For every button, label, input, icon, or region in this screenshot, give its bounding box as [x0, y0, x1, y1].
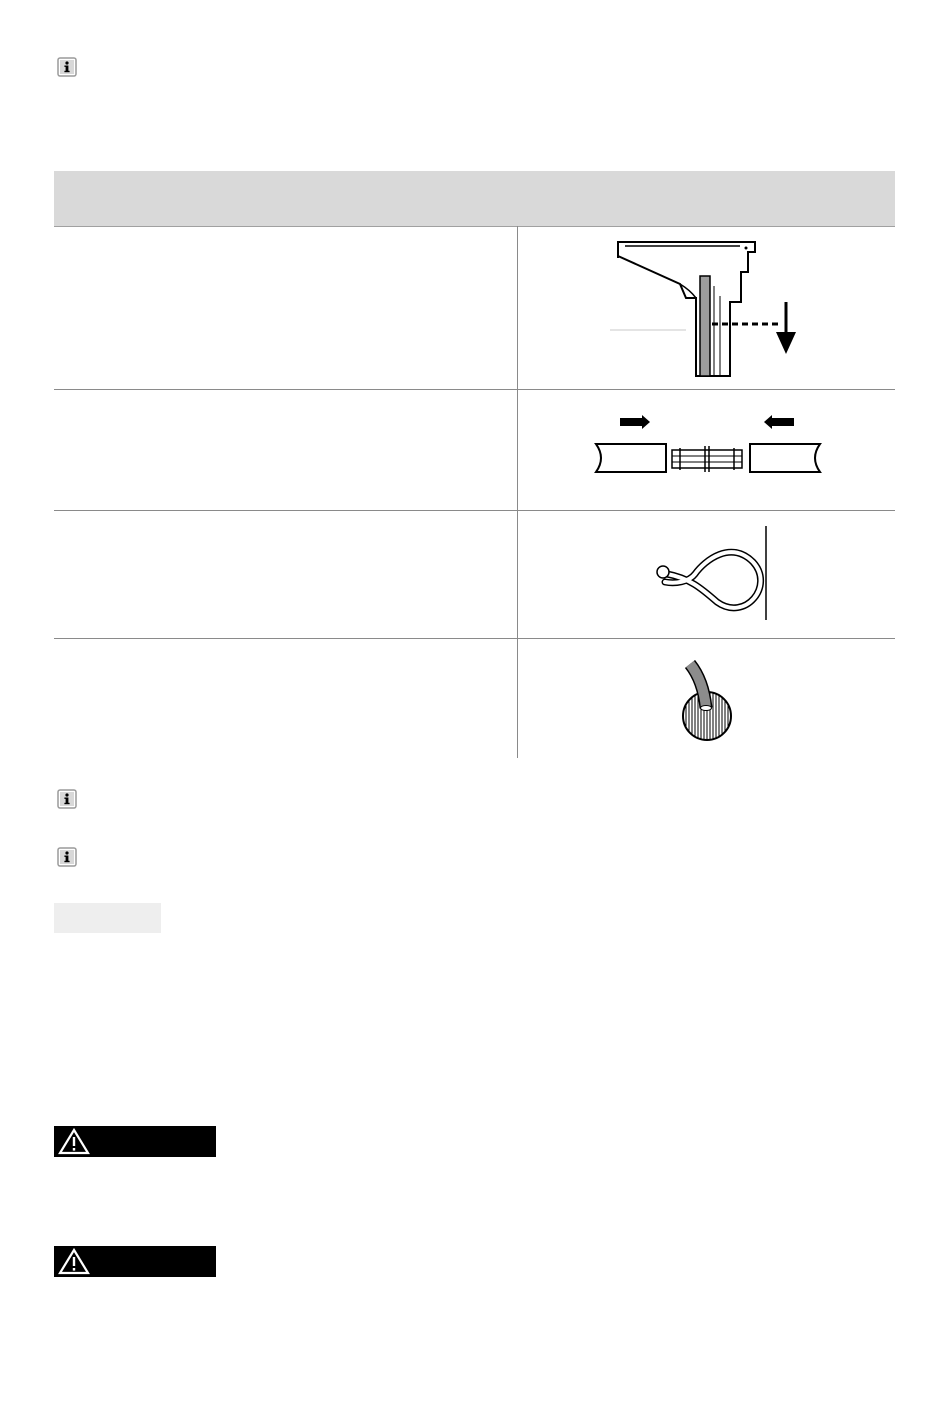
table-row-divider: [54, 638, 895, 639]
coiled-hose-diagram: [645, 526, 775, 627]
warning-banner: [54, 1126, 216, 1157]
info-icon: [57, 847, 77, 867]
drain-pump-filter-diagram: [600, 236, 810, 389]
section-label: [54, 903, 161, 933]
info-icon: [57, 57, 77, 77]
warning-triangle-icon: [58, 1248, 90, 1275]
info-icon: [57, 789, 77, 809]
warning-banner: [54, 1246, 216, 1277]
warning-triangle-icon: [58, 1128, 90, 1155]
table-column-divider: [517, 226, 518, 758]
table-header: [54, 171, 895, 227]
table-row-divider: [54, 510, 895, 511]
hose-connector-diagram: [588, 412, 828, 483]
hose-in-drain-diagram: [676, 660, 736, 747]
table-row-divider: [54, 389, 895, 390]
